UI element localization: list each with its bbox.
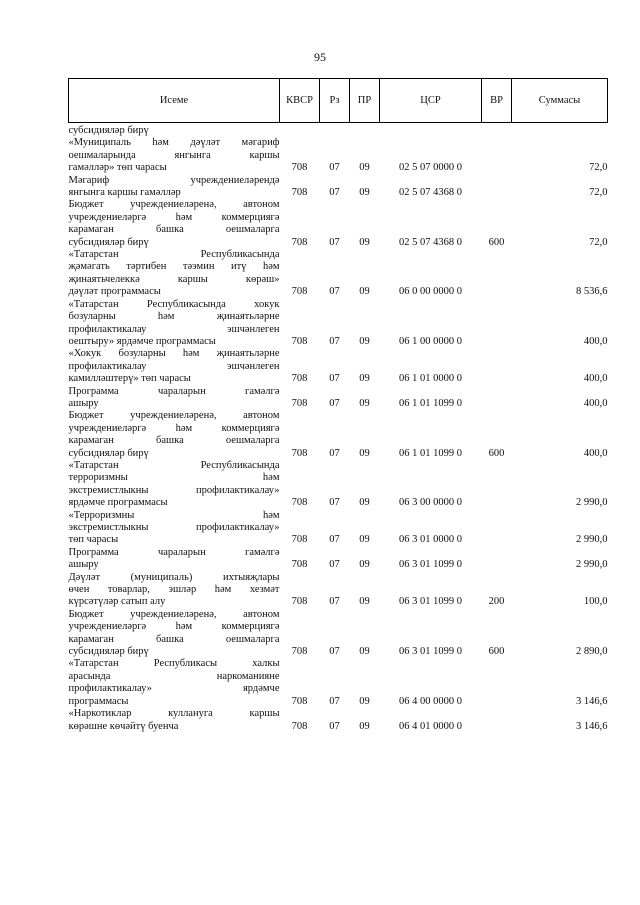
row-kvsr: 708 <box>291 497 308 509</box>
row-pr: 09 <box>359 397 370 409</box>
row-kvsr: 708 <box>291 187 308 199</box>
row-name-line: янгынга каршы гамәлләр <box>68 187 181 199</box>
row-name-line: камилләштерү» төп чарасы <box>68 373 191 385</box>
row-name-line: учреждениеләргә һәм коммерциягә <box>68 422 280 434</box>
row-vr: 600 <box>488 236 505 248</box>
row-name-line: «Муниципаль һәм дәүләт мәгариф <box>68 137 280 149</box>
row-vr <box>482 175 512 200</box>
row-name-line: күрсәтүләр сатып алу <box>68 596 166 608</box>
row-name-line: карамаган башка оешмаларга <box>68 224 280 236</box>
row-csr: 06 1 01 1099 0 <box>399 447 462 459</box>
row-csr: 06 3 01 1099 0 <box>399 559 462 571</box>
row-rz: 07 <box>329 447 340 459</box>
row-sum: 72,0 <box>589 236 608 248</box>
row-name-line: профилактикалау эшчәнлеген <box>68 360 280 372</box>
row-name-line: «Татарстан Республикасында <box>68 249 280 261</box>
row-rz: 07 <box>329 397 340 409</box>
row-kvsr: 708 <box>291 559 308 571</box>
row-pr: 09 <box>359 335 370 347</box>
row-csr: 02 5 07 4368 0 <box>399 236 462 248</box>
row-kvsr: 708 <box>291 596 308 608</box>
row-sum: 2 890,0 <box>576 646 608 658</box>
row-name-line: субсидияләр бирү <box>68 125 149 136</box>
header-rz: Рз <box>320 79 350 123</box>
table-row <box>69 386 608 411</box>
row-csr: 06 4 00 0000 0 <box>399 695 462 707</box>
row-name-line: «Терроризмны һәм <box>68 509 280 521</box>
row-sum: 72,0 <box>589 187 608 199</box>
row-name-line: арасында наркоманияне <box>68 670 280 682</box>
row-pr: 09 <box>359 497 370 509</box>
row-csr: 06 0 00 0000 0 <box>399 286 462 298</box>
row-vr <box>482 547 512 572</box>
row-sum <box>512 123 608 138</box>
row-pr: 09 <box>359 720 370 732</box>
budget-table <box>68 78 608 733</box>
row-kvsr: 708 <box>291 447 308 459</box>
row-kvsr: 708 <box>291 534 308 546</box>
row-name-line: гамәлләр» төп чарасы <box>68 162 167 174</box>
row-name <box>69 708 280 733</box>
row-sum: 2 990,0 <box>576 559 608 571</box>
row-name-line: көрәшне көчәйтү буенча <box>68 720 179 732</box>
row-name-line: «Наркотиклар куллануга каршы <box>68 708 280 720</box>
row-kvsr <box>280 123 320 138</box>
row-csr: 06 3 01 1099 0 <box>399 646 462 658</box>
row-vr <box>482 658 512 708</box>
row-pr: 09 <box>359 236 370 248</box>
row-name <box>69 386 280 411</box>
row-name-line: Дәүләт (муниципаль) ихтыяҗлары <box>68 571 280 583</box>
table-row <box>69 708 608 733</box>
row-name-line: субсидияләр бирү <box>68 646 149 658</box>
table-row <box>69 410 608 460</box>
row-rz: 07 <box>329 559 340 571</box>
row-kvsr: 708 <box>291 373 308 385</box>
row-name-line: профилактикалау эшчәнлеген <box>68 323 280 335</box>
row-csr: 06 4 01 0000 0 <box>399 720 462 732</box>
row-name-line: Бюджет учреждениеләренә, автоном <box>68 410 280 422</box>
row-vr <box>482 123 512 138</box>
table-row <box>69 658 608 708</box>
row-pr: 09 <box>359 447 370 459</box>
table-row <box>69 249 608 299</box>
row-sum: 2 990,0 <box>576 497 608 509</box>
row-name <box>69 460 280 510</box>
row-name <box>69 547 280 572</box>
row-name-line: карамаган башка оешмаларга <box>68 435 280 447</box>
row-name <box>69 299 280 349</box>
row-name-line: субсидияләр бирү <box>68 447 149 459</box>
row-vr <box>482 348 512 385</box>
row-name-line: Мәгариф учреждениеләрендә <box>68 174 280 186</box>
header-vr: ВР <box>482 79 512 123</box>
row-rz: 07 <box>329 162 340 174</box>
row-kvsr: 708 <box>291 695 308 707</box>
header-name: Исеме <box>69 79 280 123</box>
row-csr: 06 1 00 0000 0 <box>399 335 462 347</box>
header-pr: ПР <box>350 79 380 123</box>
row-sum: 8 536,6 <box>576 286 608 298</box>
row-csr: 02 5 07 0000 0 <box>399 162 462 174</box>
row-name-line: субсидияләр бирү <box>68 236 149 248</box>
row-vr: 200 <box>488 596 505 608</box>
row-name-line: җинаятьчелеккә каршы көрәш» <box>68 273 280 285</box>
row-name-line: экстремистлыкны профилактикалау» <box>68 522 280 533</box>
row-csr: 06 1 01 1099 0 <box>399 397 462 409</box>
table-row <box>69 299 608 349</box>
row-vr: 600 <box>488 447 505 459</box>
row-csr: 06 1 01 0000 0 <box>399 373 462 385</box>
row-sum: 3 146,6 <box>576 720 608 732</box>
table-header-row <box>69 79 608 123</box>
row-name-line: «Татарстан Республикасында хокук <box>68 298 280 310</box>
row-name-line: программасы <box>68 695 129 707</box>
row-name <box>69 510 280 547</box>
row-name-line: җәмәгать тәртибен тәэмин итү һәм <box>68 261 280 273</box>
row-name <box>69 249 280 299</box>
row-kvsr: 708 <box>291 162 308 174</box>
header-sum: Суммасы <box>512 79 608 123</box>
row-rz: 07 <box>329 646 340 658</box>
row-pr: 09 <box>359 187 370 199</box>
row-name-line: ашыру <box>68 397 99 409</box>
row-rz: 07 <box>329 497 340 509</box>
row-sum: 72,0 <box>589 162 608 174</box>
row-name <box>69 123 280 138</box>
row-vr <box>482 460 512 510</box>
row-pr: 09 <box>359 286 370 298</box>
row-name-line: карамаган башка оешмаларга <box>68 633 280 645</box>
header-kvsr: КВСР <box>280 79 320 123</box>
row-name <box>69 410 280 460</box>
row-name-line: өчен товарлар, эшләр һәм хезмәт <box>68 584 280 596</box>
row-rz: 07 <box>329 534 340 546</box>
table-row <box>69 123 608 138</box>
row-name-line: «Татарстан Республикасы халкы <box>68 658 280 670</box>
row-name-line: Программа чараларын гамәлгә <box>68 385 280 397</box>
row-kvsr: 708 <box>291 236 308 248</box>
row-rz: 07 <box>329 335 340 347</box>
table-row <box>69 609 608 659</box>
row-rz: 07 <box>329 373 340 385</box>
row-pr: 09 <box>359 373 370 385</box>
row-sum: 400,0 <box>583 373 608 385</box>
row-pr: 09 <box>359 162 370 174</box>
row-rz: 07 <box>329 720 340 732</box>
row-rz: 07 <box>329 596 340 608</box>
row-name <box>69 658 280 708</box>
row-csr: 02 5 07 4368 0 <box>399 187 462 199</box>
row-csr: 06 3 00 0000 0 <box>399 497 462 509</box>
table-row <box>69 348 608 385</box>
row-name <box>69 199 280 249</box>
row-kvsr: 708 <box>291 720 308 732</box>
row-sum: 400,0 <box>583 397 608 409</box>
row-name-line: дәүләт программасы <box>68 286 161 298</box>
row-sum: 2 990,0 <box>576 534 608 546</box>
row-name-line: учреждениеләргә һәм коммерциягә <box>68 621 280 633</box>
table-body <box>69 123 608 733</box>
header-csr: ЦСР <box>380 79 482 123</box>
row-name <box>69 348 280 385</box>
row-name-line: профилактикалау» ярдәмче <box>68 683 280 695</box>
row-name-line: төп чарасы <box>68 534 119 546</box>
row-vr <box>482 249 512 299</box>
row-name-line: Бюджет учреждениеләренә, автоном <box>68 199 280 211</box>
row-pr <box>350 123 380 138</box>
row-vr <box>482 299 512 349</box>
row-csr <box>380 123 482 138</box>
row-name <box>69 609 280 659</box>
row-sum: 400,0 <box>583 335 608 347</box>
row-name <box>69 572 280 609</box>
table-row <box>69 137 608 174</box>
table-row <box>69 510 608 547</box>
row-kvsr: 708 <box>291 397 308 409</box>
row-name-line: оешмаларында янгынга каршы <box>68 149 280 161</box>
table-row <box>69 199 608 249</box>
row-pr: 09 <box>359 559 370 571</box>
row-vr <box>482 137 512 174</box>
row-vr: 600 <box>488 646 505 658</box>
table-row <box>69 175 608 200</box>
row-vr <box>482 386 512 411</box>
row-kvsr: 708 <box>291 646 308 658</box>
page-number: 95 <box>314 50 326 64</box>
row-pr: 09 <box>359 596 370 608</box>
row-name <box>69 137 280 174</box>
row-sum: 100,0 <box>583 596 608 608</box>
table-row <box>69 572 608 609</box>
row-csr: 06 3 01 1099 0 <box>399 596 462 608</box>
row-name-line: учреждениеләргә һәм коммерциягә <box>68 211 280 223</box>
row-kvsr: 708 <box>291 335 308 347</box>
row-kvsr: 708 <box>291 286 308 298</box>
row-vr <box>482 708 512 733</box>
row-rz: 07 <box>329 187 340 199</box>
row-sum: 3 146,6 <box>576 695 608 707</box>
row-rz: 07 <box>329 236 340 248</box>
row-name-line: бозуларны һәм җинаятьләрне <box>68 311 280 323</box>
row-rz <box>320 123 350 138</box>
row-name <box>69 175 280 200</box>
row-name-line: экстремистлыкны профилактикалау» <box>68 484 280 496</box>
row-name-line: Бюджет учреждениеләренә, автоном <box>68 608 280 620</box>
row-sum: 400,0 <box>583 447 608 459</box>
row-vr <box>482 510 512 547</box>
row-name-line: ярдәмче программасы <box>68 497 168 509</box>
row-pr: 09 <box>359 646 370 658</box>
row-name-line: терроризмны һәм <box>68 472 280 484</box>
row-name-line: «Татарстан Республикасында <box>68 459 280 471</box>
row-name-line: ашыру <box>68 559 99 571</box>
table-row <box>69 547 608 572</box>
row-pr: 09 <box>359 695 370 707</box>
table-row <box>69 460 608 510</box>
row-pr: 09 <box>359 534 370 546</box>
row-rz: 07 <box>329 286 340 298</box>
row-rz: 07 <box>329 695 340 707</box>
row-name-line: оештыру» ярдәмче программасы <box>68 335 216 347</box>
row-name-line: Программа чараларын гамәлгә <box>68 546 280 558</box>
row-name-line: «Хокук бозуларны һәм җинаятьләрне <box>68 348 280 360</box>
row-csr: 06 3 01 0000 0 <box>399 534 462 546</box>
